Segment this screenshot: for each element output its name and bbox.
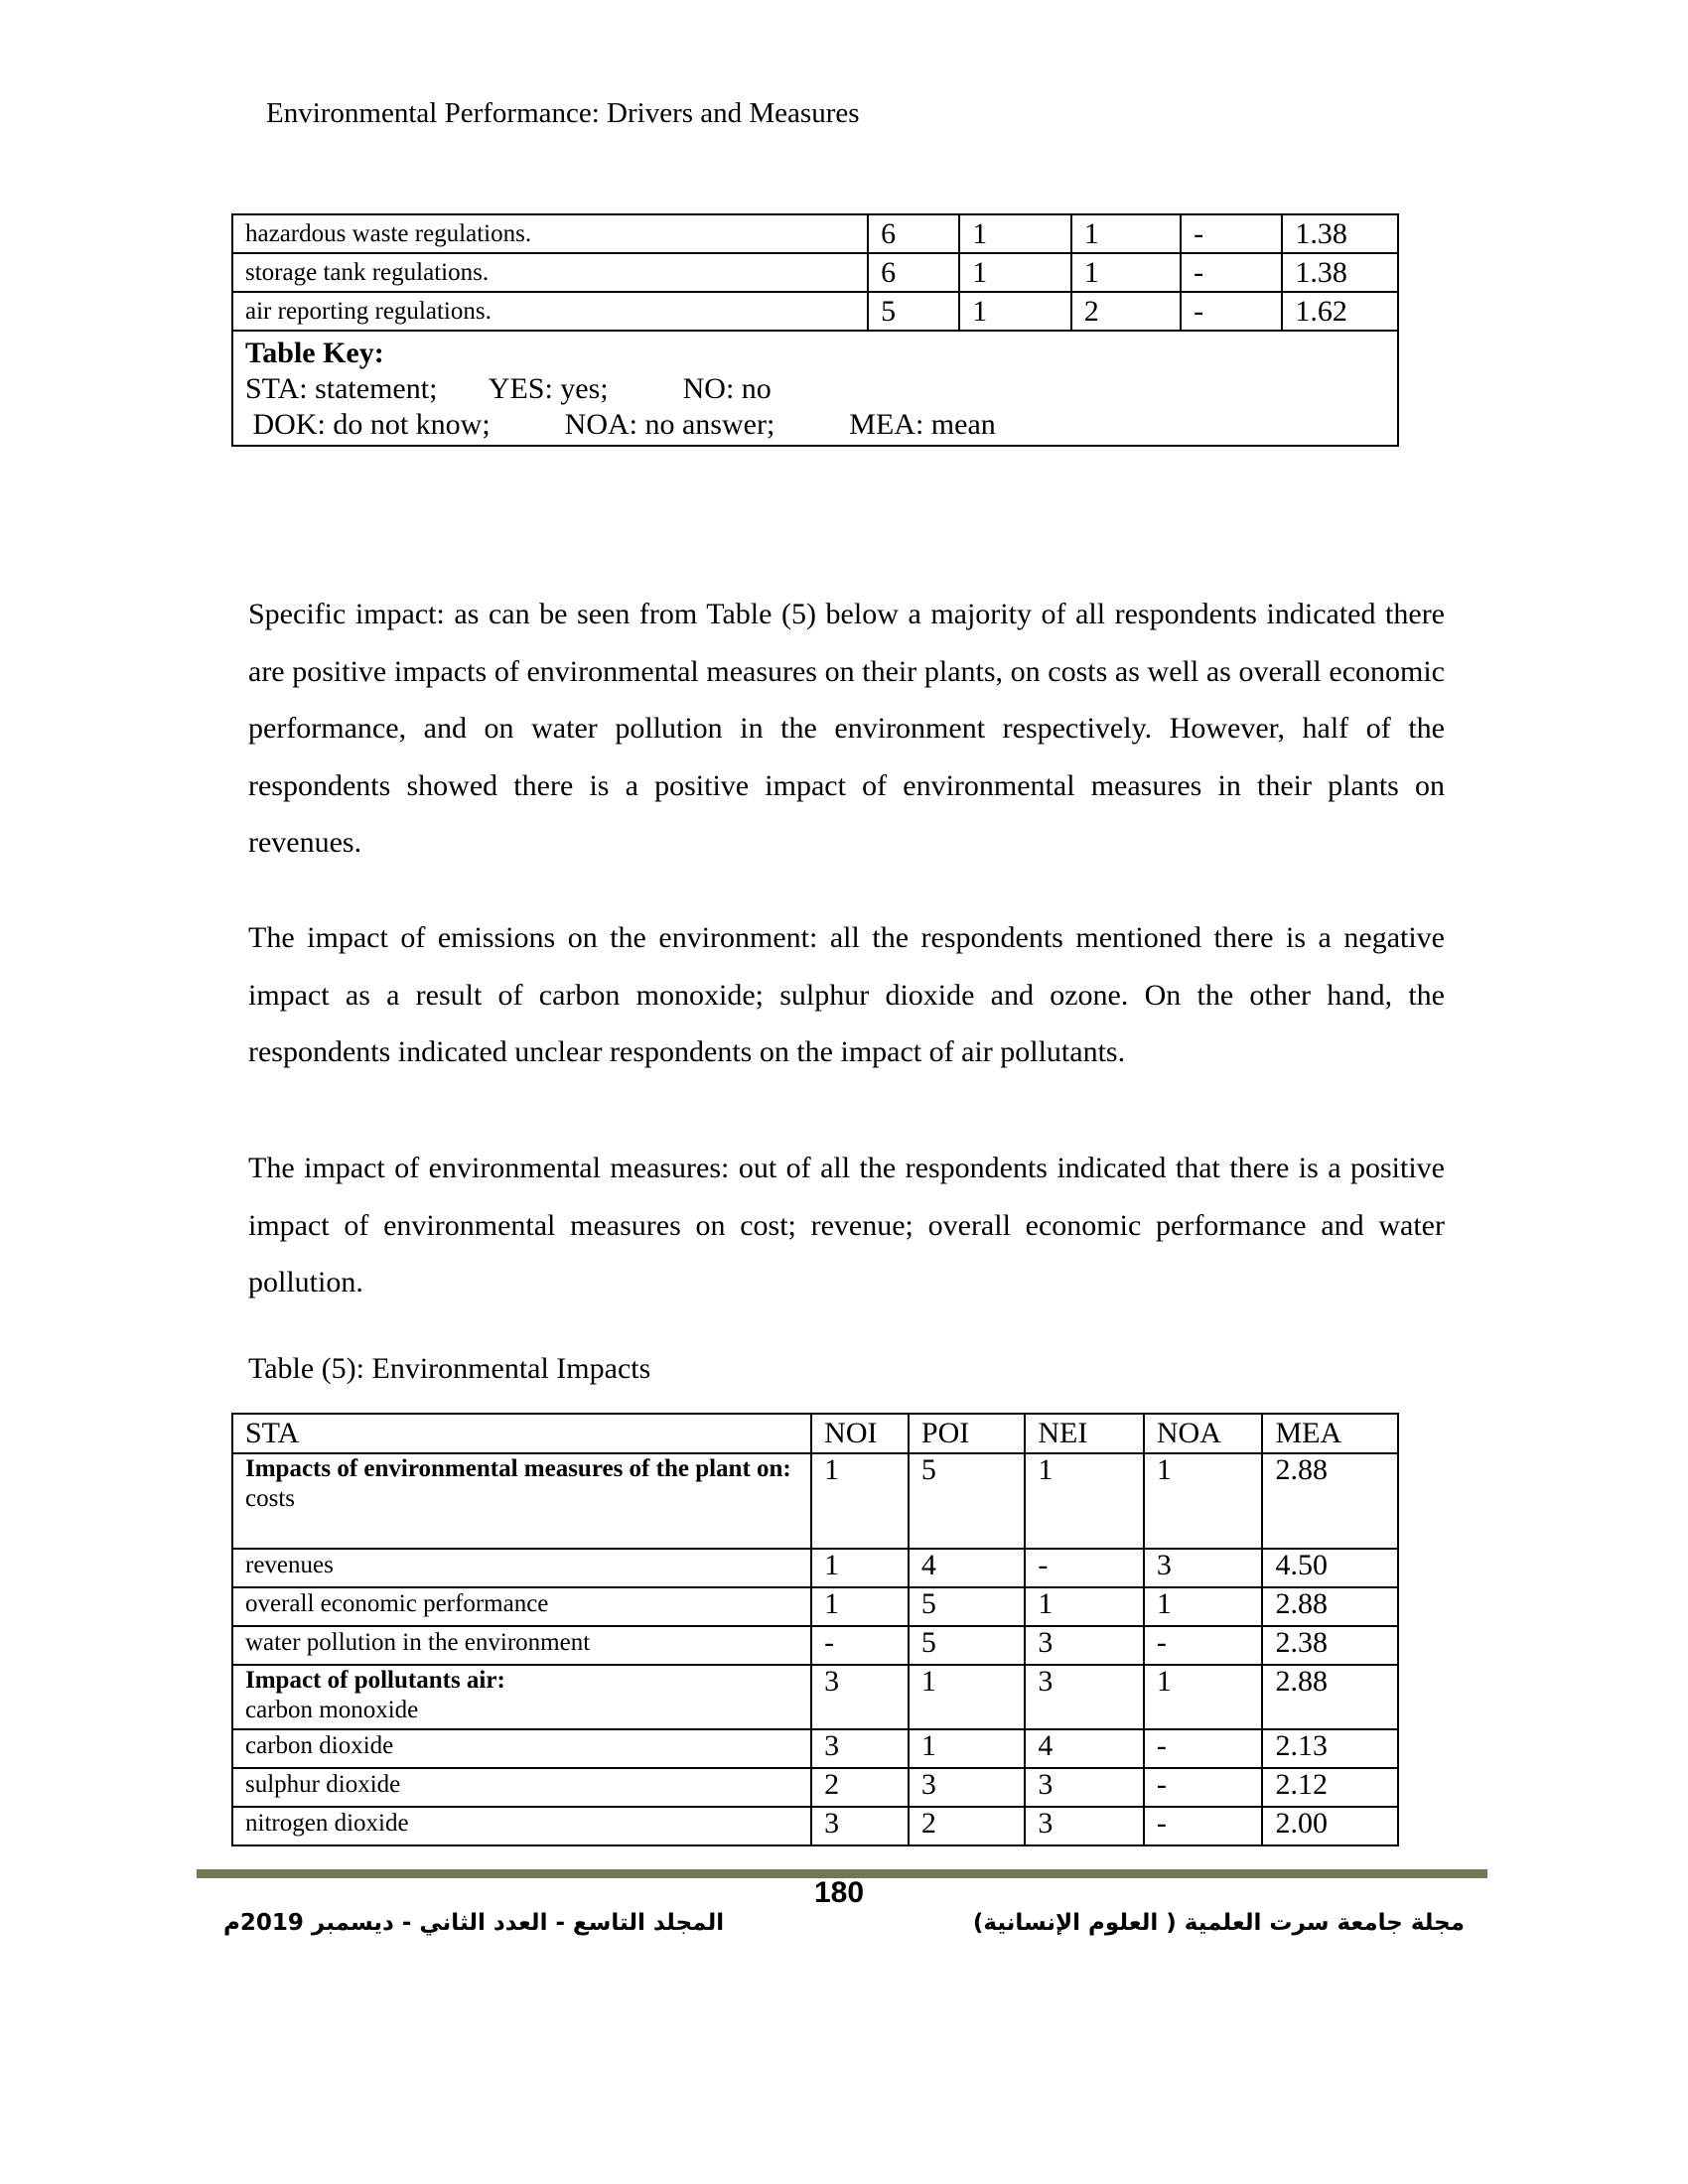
cell-mea: 1.38 [1282,214,1398,253]
cell-noa: 3 [1144,1549,1263,1587]
cell-nei: 3 [1025,1665,1143,1729]
cell-noa: - [1144,1768,1263,1807]
table-header-row [232,1414,1398,1453]
cell-mea: 2.12 [1262,1768,1398,1807]
cell-nei: 1 [1025,1453,1143,1549]
cell-yes: 6 [868,253,959,292]
cell-nei: 4 [1025,1729,1143,1768]
cell-mea: 4.50 [1262,1549,1398,1587]
header-nei: NEI [1025,1414,1143,1453]
table-row [232,1587,1398,1626]
cell-mea: 2.13 [1262,1729,1398,1768]
header-mea: MEA [1262,1414,1398,1453]
cell-mea: 2.38 [1262,1626,1398,1665]
table-key-title: Table Key: [245,337,384,369]
cell-nei: 1 [1025,1587,1143,1626]
cell-mea: 2.88 [1262,1665,1398,1729]
table-row [232,1549,1398,1587]
cell-noa: 1 [1144,1665,1263,1729]
cell-poi: 5 [909,1587,1025,1626]
cell-poi: 3 [909,1768,1025,1807]
cell-dok: 1 [1071,253,1181,292]
cell-noi: - [811,1626,909,1665]
cell-mea: 1.38 [1282,253,1398,292]
cell-noi: 1 [811,1549,909,1587]
table-key-line: STA: statement; YES: yes; NO: no [245,372,772,405]
group-title: Impacts of environmental measures of the plant on: [245,1455,791,1482]
table-key [232,331,1398,446]
table-row [232,1807,1398,1845]
cell-noa: - [1181,253,1282,292]
cell-nei: 3 [1025,1626,1143,1665]
header-noa: NOA [1144,1414,1263,1453]
cell-noa: - [1144,1729,1263,1768]
cell-nei: 3 [1025,1807,1143,1845]
cell-noa: 1 [1144,1453,1263,1549]
cell-noi: 1 [811,1453,909,1549]
row-sublabel: costs [245,1485,295,1512]
cell-yes: 6 [868,214,959,253]
cell-dok: 1 [1071,214,1181,253]
footer-volume-issue: المجلد التاسع - العدد الثاني - ديسمبر 2019م [223,1910,725,1936]
cell-yes: 5 [868,292,959,331]
table-key-row [232,331,1398,446]
row-label: revenues [232,1549,811,1587]
cell-noa: - [1181,292,1282,331]
cell-dok: 2 [1071,292,1181,331]
cell-no: 1 [959,292,1070,331]
cell-poi: 2 [909,1807,1025,1845]
table-row [232,1626,1398,1665]
paragraph-specific-impact: Specific impact: as can be seen from Table (5) below a majority of all respondents indicated there are positive impacts of environmental measures on their plants, on costs as well as overall economic performance, and on water pollution in the environment respectively. However, half of the respondents showed there is a positive impact of environmental measures in their plants on revenues. [248,598,1445,859]
cell-mea: 2.88 [1262,1587,1398,1626]
table-row [232,1729,1398,1768]
table-4-continued [231,213,1399,447]
row-label: hazardous waste regulations. [232,214,868,253]
row-label: water pollution in the environment [232,1626,811,1665]
cell-noa: 1 [1144,1587,1263,1626]
paragraph-emissions-impact: The impact of emissions on the environment: all the respondents mentioned there is a negative impact as a result of carbon monoxide; sulphur dioxide and ozone. On the other hand, the respondents indicated unclear respondents on the impact of air pollutants. [248,921,1445,1068]
row-label: carbon dioxide [232,1729,811,1768]
paragraph-measures-impact: The impact of environmental measures: out of all the respondents indicated that there is a positive impact of environmental measures on cost; revenue; overall economic performance and water pollution. [248,1152,1445,1298]
cell-noi: 3 [811,1807,909,1845]
row-label: overall economic performance [232,1587,811,1626]
cell-noi: 2 [811,1768,909,1807]
header-poi: POI [909,1414,1025,1453]
header-sta: STA [232,1414,811,1453]
cell-poi: 1 [909,1665,1025,1729]
table-row [232,214,1398,253]
group-title: Impact of pollutants air: [245,1667,505,1694]
cell-poi: 1 [909,1729,1025,1768]
table-row [232,253,1398,292]
page-number: 180 [814,1876,865,1909]
cell-noi: 3 [811,1729,909,1768]
row-label: nitrogen dioxide [232,1807,811,1845]
cell-mea: 1.62 [1282,292,1398,331]
cell-nei: 3 [1025,1768,1143,1807]
table-row [232,1768,1398,1807]
table-row [232,1453,1398,1549]
cell-noi: 3 [811,1665,909,1729]
cell-noa: - [1144,1626,1263,1665]
table-5-environmental-impacts [231,1413,1399,1846]
cell-no: 1 [959,253,1070,292]
row-label: storage tank regulations. [232,253,868,292]
cell-noa: - [1181,214,1282,253]
row-label: sulphur dioxide [232,1768,811,1807]
cell-noi: 1 [811,1587,909,1626]
footer-journal-name: مجلة جامعة سرت العلمية ( العلوم الإنسانية) [972,1910,1465,1936]
running-title: Environmental Performance: Drivers and Measures [266,97,860,129]
cell-nei: - [1025,1549,1143,1587]
cell-poi: 5 [909,1453,1025,1549]
table-key-line: DOK: do not know; NOA: no answer; MEA: mean [245,408,996,441]
cell-poi: 5 [909,1626,1025,1665]
row-label [232,1453,811,1549]
header-noi: NOI [811,1414,909,1453]
table-5-caption: Table (5): Environmental Impacts [248,1352,651,1385]
row-sublabel: carbon monoxide [245,1697,419,1723]
table-row [232,1665,1398,1729]
table-row [232,292,1398,331]
row-label [232,1665,811,1729]
cell-poi: 4 [909,1549,1025,1587]
cell-no: 1 [959,214,1070,253]
cell-mea: 2.88 [1262,1453,1398,1549]
cell-noa: - [1144,1807,1263,1845]
cell-mea: 2.00 [1262,1807,1398,1845]
row-label: air reporting regulations. [232,292,868,331]
